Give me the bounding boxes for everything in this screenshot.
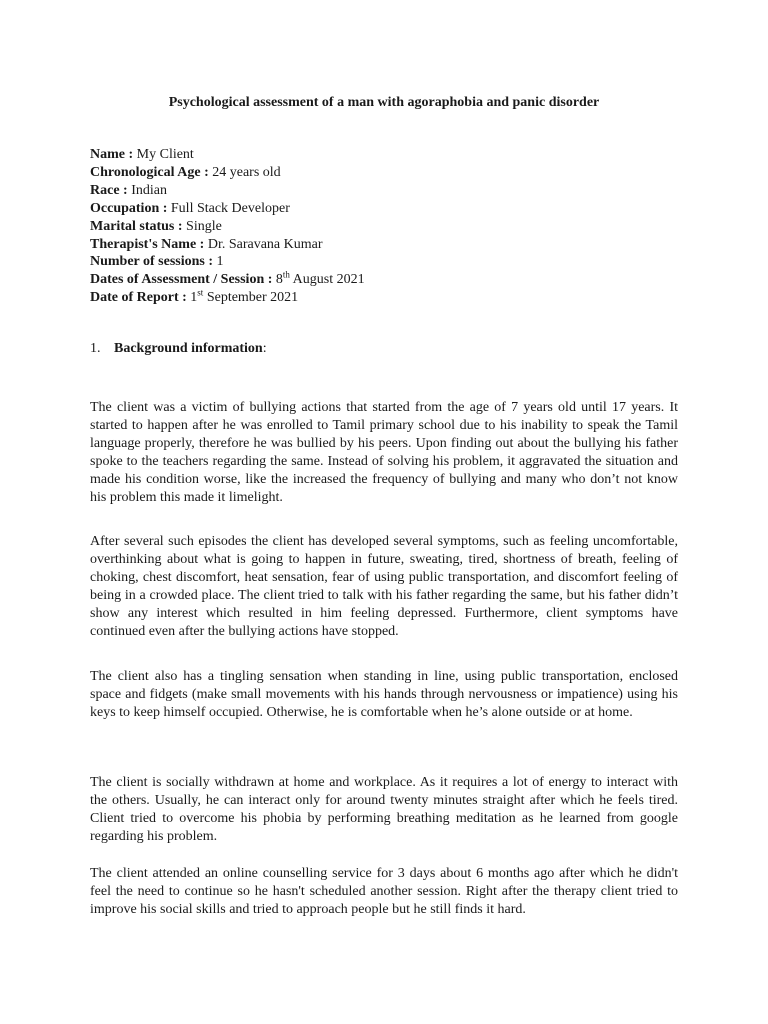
info-row-marital-status [90, 218, 690, 236]
info-row-sessions [90, 253, 690, 271]
section-heading-background [90, 340, 267, 358]
info-label: Therapist's Name : [90, 236, 205, 252]
info-label: Date of Report : [90, 290, 187, 306]
paragraph-tingling-sensation: The client also has a tingling sensation when standing in line, using public transportation, enclosed space and fidgets (make small movements with his hands through nervousness or impatience) using his keys to keep himself occupied. Otherwise, he is comfortable when he’s alone outside or at home. [90, 669, 678, 721]
info-value-ordinal: th [282, 269, 290, 280]
info-row-therapist [90, 236, 690, 254]
info-row-assessment-date [90, 271, 690, 289]
info-value-rest: September 2021 [206, 290, 299, 306]
section-title: Background information [114, 341, 263, 356]
info-label: Marital status : [90, 218, 183, 234]
paragraph-counselling: The client attended an online counselling service for 3 days about 6 months ago after which he didn't feel the need to continue so he hasn't scheduled another session. Right after the therapy client tried to improve his social skills and tried to approach people but he still finds it hard. [90, 866, 678, 918]
document-title: Psychological assessment of a man with agoraphobia and panic disorder [168, 95, 600, 110]
info-label: Name : [90, 147, 134, 162]
client-info-block [90, 146, 690, 307]
info-value: Single [186, 218, 222, 234]
info-row-report-date [90, 289, 690, 307]
info-value: Dr. Saravana Kumar [207, 236, 323, 252]
info-value: My Client [136, 147, 194, 162]
info-value: 1 [216, 254, 224, 270]
info-value-rest: August 2021 [292, 272, 365, 288]
section-number: 1. [90, 341, 101, 356]
info-label: Number of sessions : [90, 254, 214, 270]
info-value-ordinal: st [197, 287, 204, 298]
info-value: 24 years old [212, 164, 281, 180]
info-row-name [90, 146, 690, 164]
info-row-age [90, 164, 690, 182]
paragraph-bullying-history: The client was a victim of bullying actions that started from the age of 7 years old until 17 years. It started to happen after he was enrolled to Tamil primary school due to his inability to speak the Tamil language properly, therefore he was bullied by his peers. Upon finding out about the bullying his father spoke to the teachers regarding the same. Instead of solving his problem, it aggravated the situation and made his condition worse, like the increased the frequency of bullying and many who don’t not know his problem this made it limelight. [90, 400, 678, 506]
info-label: Chronological Age : [90, 164, 209, 180]
info-row-occupation [90, 200, 690, 218]
info-value: Indian [131, 182, 167, 198]
section-suffix: : [262, 341, 267, 356]
paragraph-symptoms: After several such episodes the client has developed several symptoms, such as feeling uncomfortable, overthinking about what is going to happen in future, sweating, tired, shortness of breath, feeling of choking, chest discomfort, heat sensation, fear of using public transportation, and discomfort feeling of being in a crowded place. The client tried to talk with his father regarding the same, but his father didn’t show any interest which resulted in him feeling depressed. Furthermore, client symptoms have continued even after the bullying actions have stopped. [90, 534, 678, 640]
info-label: Dates of Assessment / Session : [90, 272, 273, 288]
info-label: Race : [90, 182, 128, 198]
paragraph-social-withdrawal: The client is socially withdrawn at home and workplace. As it requires a lot of energy to interact with the others. Usually, he can interact only for around twenty minutes straight after which he feels tired. Client tried to overcome his phobia by performing breathing meditation as he learned from google regarding his problem. [90, 775, 678, 845]
info-value-day: 8 [275, 272, 283, 288]
info-label: Occupation : [90, 200, 168, 216]
info-value: Full Stack Developer [170, 200, 290, 216]
info-row-race [90, 182, 690, 200]
info-value-day: 1 [190, 290, 198, 306]
